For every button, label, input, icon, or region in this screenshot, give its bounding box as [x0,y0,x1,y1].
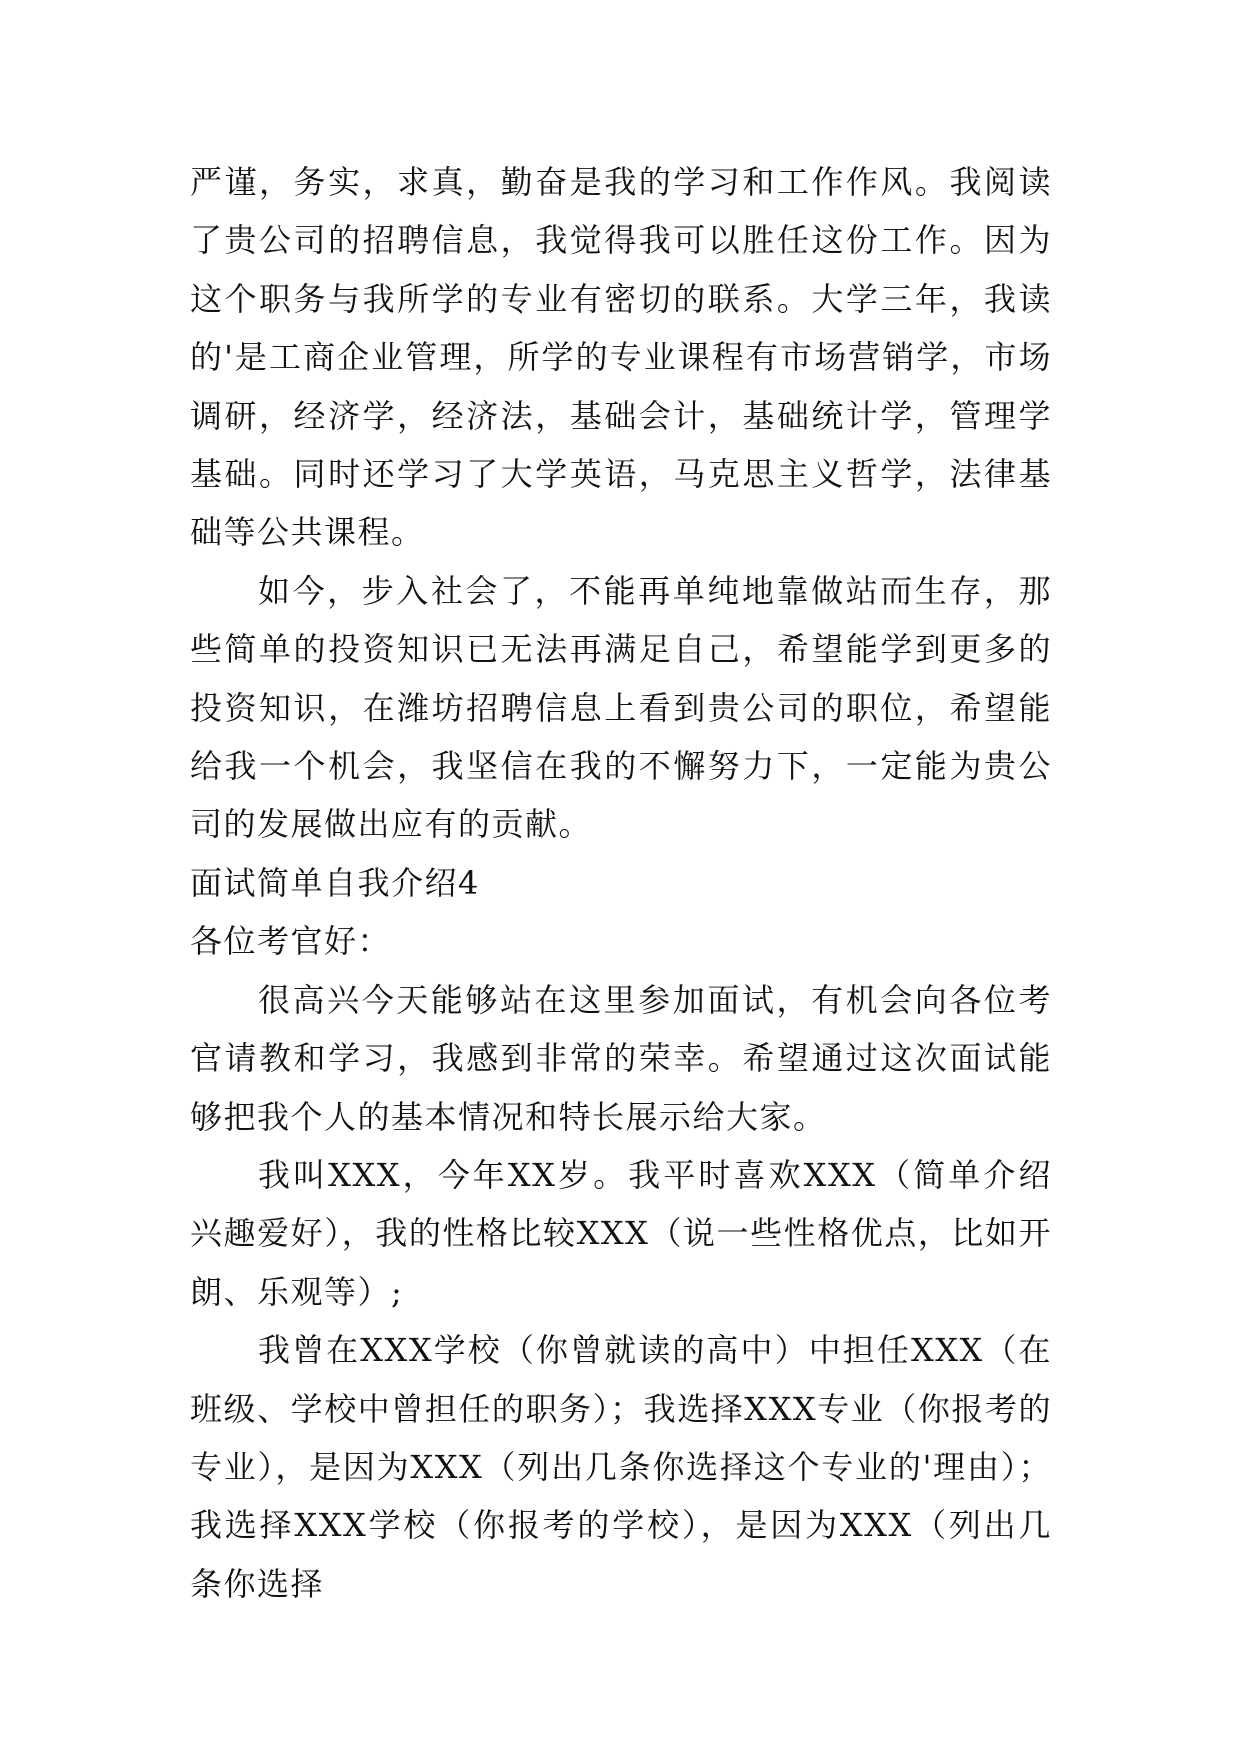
paragraph-school-major: 我曾在XXX学校（你曾就读的高中）中担任XXX（在班级、学校中曾担任的职务）；我选择XXX专业（你报考的专业），是因为XXX（列出几条你选择这个专业的'理由）；我选择XXX学校（你报考的学校），是因为XXX（列出几条你选择 [190,1331,1052,1603]
section-heading: 面试简单自我介绍4 [190,863,480,902]
paragraph-study-background: 严谨，务实，求真，勤奋是我的学习和工作作风。我阅读了贵公司的招聘信息，我觉得我可以胜任这份工作。因为这个职务与我所学的专业有密切的联系。大学三年，我读的'是工商企业管理，所学的专业课程有市场营销学，市场调研，经济学，经济法，基础会计，基础统计学，管理学基础。同时还学习了大学英语，马克思主义哲学，法律基础等公共课程。 [190,163,1052,552]
paragraph-career-goal: 如今，步入社会了，不能再单纯地靠做站而生存，那些简单的投资知识已无法再满足自己，希望能学到更多的投资知识，在潍坊招聘信息上看到贵公司的职位，希望能给我一个机会，我坚信在我的不懈努力下，一定能为贵公司的发展做出应有的贡献。 [190,571,1052,844]
document-body [190,153,1052,1613]
greeting: 各位考官好： [190,922,392,961]
paragraph-personal-info: 我叫XXX，今年XX岁。我平时喜欢XXX（简单介绍兴趣爱好），我的性格比较XXX（说一些性格优点，比如开朗、乐观等）; [190,1155,1052,1311]
paragraph-opening: 很高兴今天能够站在这里参加面试，有机会向各位考官请教和学习，我感到非常的荣幸。希望通过这次面试能够把我个人的基本情况和特长展示给大家。 [190,980,1052,1136]
